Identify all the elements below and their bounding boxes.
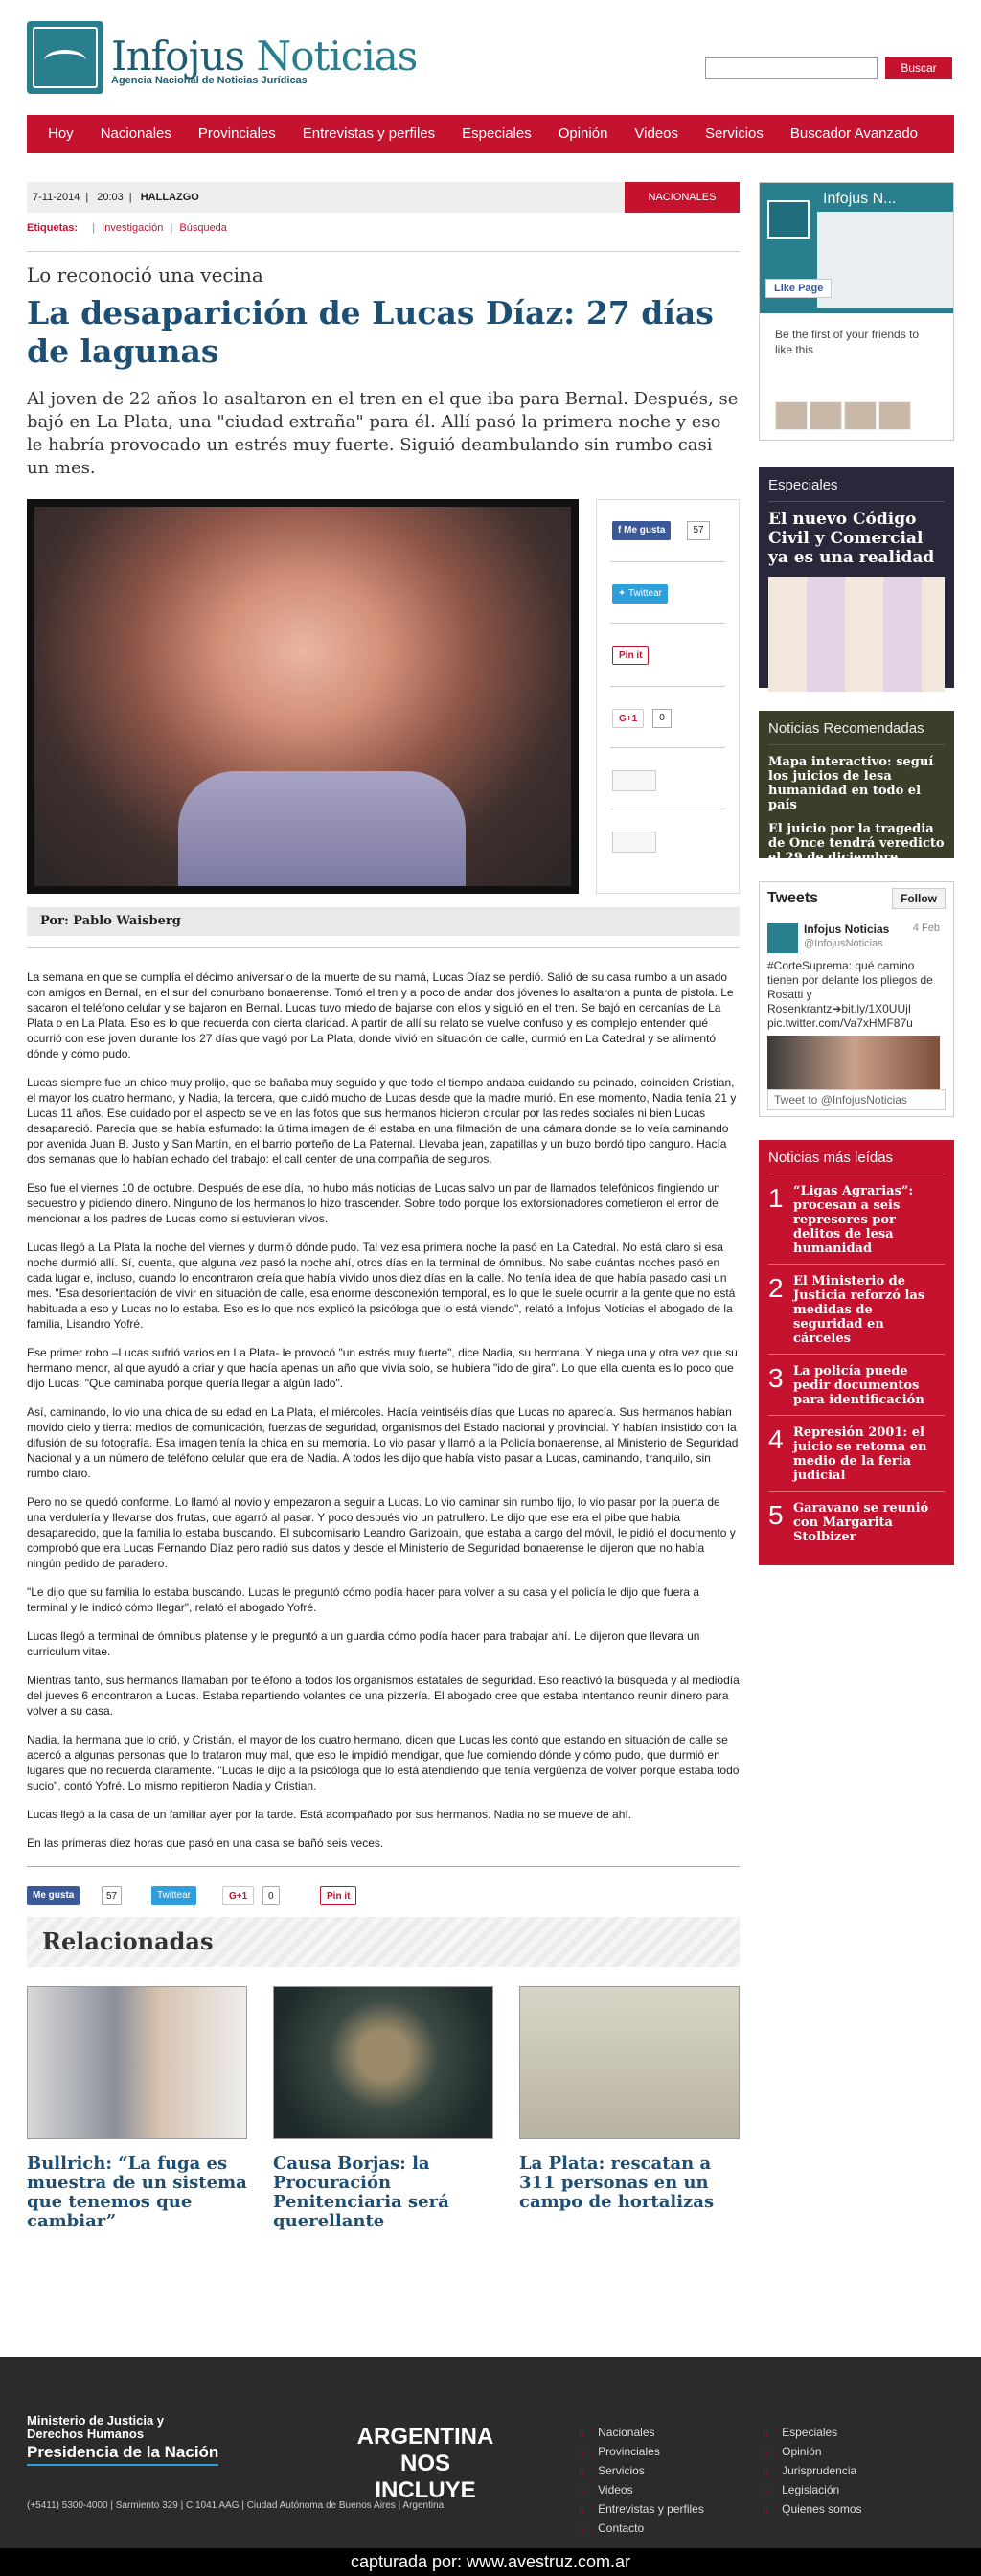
- related-title[interactable]: Bullrich: “La fuga es muestra de un sistema que tenemos que cambiar”: [27, 2154, 247, 2231]
- facebook-page-box: [759, 182, 954, 441]
- recomendadas-heading: Noticias Recomendadas: [768, 720, 945, 745]
- mas-leidas-item[interactable]: [768, 1274, 945, 1355]
- rank-number: 2: [768, 1273, 784, 1303]
- gplus-button[interactable]: G+1: [612, 709, 644, 728]
- like-count: 57: [687, 521, 710, 540]
- share-column: [596, 499, 740, 894]
- footer-link[interactable]: :: Legislación: [763, 2481, 862, 2500]
- footer-contact: (+5411) 5300-4000 | Sarmiento 329 | C 1041 AAG | Ciudad Autónoma de Buenos Aires | Argentina: [27, 2500, 445, 2511]
- footer-link[interactable]: :: Contacto: [579, 2519, 704, 2539]
- rank-number: 5: [768, 1500, 784, 1530]
- article-paragraph: Lucas siempre fue un chico muy prolijo, que se bañaba muy seguido y que todo el tiempo andaba cuidando su peinado, coinciden Cristian, el mayor los cuatro hermano, y Nadia, la tercera, que cuidó mucho de Lucas desde que la madre murió. En ese momento, Nadia tenía 21 y Lucas 11 años. Ese cuidado por el aspecto se ve en las fotos que sus hermanos hicieron circular por las redes sociales ni bien Lucas desapareció. Parecía que se había esfumado: la última imagen de él estaba en una filmación de una cámara donde se lo veía caminando por avenida Juan B. Justo y San Martín, en el barrio porteño de La Paternal. Llevaba jean, zapatillas y un buzo bordó tipo canguro. Hacía dos semanas que lo habían echado del trabajo: el call center de una compañía de seguros.: [27, 1076, 737, 1166]
- pinterest-button[interactable]: Pin it: [320, 1886, 356, 1905]
- article-body: [27, 969, 740, 1851]
- like-label: Me gusta: [624, 525, 666, 536]
- brand-part-a: Infojus: [111, 33, 245, 80]
- article-meta-bar: 7-11-2014 | 20:03 | HALLAZGO NACIONALES: [27, 182, 740, 213]
- facebook-like-button[interactable]: [612, 521, 671, 540]
- related-item[interactable]: [273, 1986, 493, 2231]
- tweet-text: #CorteSuprema: qué camino tienen por delante los pliegos de Rosatti y Rosenkrantz➔bit.ly/1X0UUjI pic.twitter.com/Va7xHMF87u: [767, 959, 933, 1030]
- gplus-button[interactable]: G+1: [222, 1886, 254, 1905]
- print-icon[interactable]: [612, 770, 656, 791]
- tweet-date[interactable]: 4 Feb: [912, 923, 940, 934]
- facebook-like-button[interactable]: Me gusta: [27, 1886, 80, 1905]
- argentina-nos-incluye-logo: ARGENTINA NOS INCLUYE: [356, 2424, 494, 2503]
- related-title[interactable]: La Plata: rescatan a 311 personas en un campo de hortalizas: [519, 2154, 715, 2212]
- footer-link[interactable]: :: Provinciales: [579, 2443, 704, 2462]
- footer-link[interactable]: :: Quienes somos: [763, 2500, 862, 2519]
- especiales-image[interactable]: [768, 577, 945, 692]
- brand-part-b: Noticias: [244, 33, 418, 80]
- twitter-follow-button[interactable]: Follow: [892, 888, 946, 909]
- divider: [27, 947, 740, 948]
- media-row: [27, 499, 740, 894]
- tweet-photo[interactable]: [767, 1036, 940, 1089]
- facebook-cover: [760, 183, 953, 313]
- facebook-friend-avatars: [775, 401, 913, 430]
- article-paragraph: Eso fue el viernes 10 de octubre. Después de ese día, no hubo más noticias de Lucas salvo un par de llamados telefónicos fingiendo un secuestro y pidiendo dinero. Ninguno de los hermanos lo hizo trascender. Sobre todo porque los extorsionadores cometieron el error de mencionar a los padres de Lucas como si estuvieran vivos.: [27, 1181, 720, 1225]
- article-time: 20:03: [97, 192, 124, 203]
- site-brand[interactable]: [111, 33, 417, 80]
- mas-leidas-heading: Noticias más leídas: [768, 1150, 945, 1174]
- search-input[interactable]: [705, 57, 878, 79]
- especiales-box: [759, 467, 954, 688]
- site-footer: [0, 2357, 981, 2548]
- related-item[interactable]: [27, 1986, 247, 2231]
- article-title: La desaparición de Lucas Díaz: 27 días de lagunas: [27, 294, 714, 370]
- nav-item-entrevistas[interactable]: Entrevistas y perfiles: [302, 125, 436, 142]
- mas-leidas-item[interactable]: [768, 1501, 945, 1552]
- footer-link[interactable]: :: Videos: [579, 2481, 704, 2500]
- capture-credit: capturada por: www.avestruz.com.ar: [0, 2548, 981, 2576]
- mas-leidas-item[interactable]: [768, 1364, 945, 1416]
- twitter-avatar[interactable]: [767, 923, 798, 953]
- recomendadas-box: [759, 711, 954, 865]
- facebook-page-title[interactable]: Infojus N...: [823, 191, 897, 207]
- recomendada-link[interactable]: Mapa interactivo: seguí los juicios de lesa humanidad en todo el país: [768, 755, 934, 812]
- footer-link[interactable]: :: Nacionales: [579, 2424, 704, 2443]
- nav-item-hoy[interactable]: Hoy: [48, 125, 74, 142]
- footer-link[interactable]: :: Servicios: [579, 2462, 704, 2481]
- nav-item-servicios[interactable]: Servicios: [705, 125, 764, 142]
- divider: [27, 251, 740, 252]
- article-paragraph: La semana en que se cumplía el décimo aniversario de la muerte de su mamá, Lucas Díaz se perdió. Salió de su casa rumbo a un asado con amigos en Bernal, en el sur del conurbano bonaerense. Tomó el tren y a poco de andar dos jóvenes lo asaltaron a punta de pistola. Le sacaron el teléfono celular y se bajaron en Bernal. Lucas tuvo miedo de bajarse con ellos y siguió en el tren. Se bajó en cercanías de La Plata o en La Plata. Eso es lo que recuerda con cierta claridad. A partir de allí su relato se vuelve confuso y es complejo entender qué ocurrió con ese joven durante los 27 días que vagó por La Plata, donde vivió en situación de calle, durmió en La Catedral y se alimentó dónde y cómo pudo.: [27, 970, 734, 1060]
- bottom-share-row: [27, 1867, 740, 1911]
- article-paragraph: Mientras tanto, sus hermanos llamaban por teléfono a todos los organismos estatales de seguridad. Eso reactivó la búsqueda y al mediodía del jueves 6 encontraron a Lucas. Estaba repartiendo volantes de una pizzería. El abogado cree que estaba intentando reunir dinero para volver a su casa.: [27, 1674, 740, 1718]
- infojus-logo: [767, 200, 810, 239]
- article-column: [27, 182, 740, 2231]
- footer-link[interactable]: :: Jurisprudencia: [763, 2462, 862, 2481]
- mas-leidas-title[interactable]: La policía puede pedir documentos para identificación: [793, 1364, 924, 1407]
- footer-link[interactable]: :: Especiales: [763, 2424, 862, 2443]
- tweet-button[interactable]: [612, 584, 668, 604]
- rank-number: 1: [768, 1183, 784, 1213]
- nav-item-especiales[interactable]: Especiales: [462, 125, 532, 142]
- gplus-count: 0: [262, 1886, 280, 1905]
- tweets-heading: Tweets: [767, 890, 819, 906]
- gplus-count: 0: [652, 709, 672, 728]
- facebook-icon: f: [618, 525, 625, 536]
- site-tagline: Agencia Nacional de Noticias Jurídicas: [111, 75, 308, 86]
- nav-item-provinciales[interactable]: Provinciales: [197, 125, 276, 142]
- article-kicker: HALLAZGO: [140, 192, 199, 203]
- twitter-widget: [759, 881, 954, 1117]
- nav-item-opinion[interactable]: Opinión: [558, 125, 608, 142]
- tweet-input[interactable]: Tweet to @InfojusNoticias: [767, 1089, 946, 1110]
- tags-label: Etiquetas:: [27, 222, 79, 234]
- article-date: 7-11-2014: [33, 192, 80, 203]
- pinterest-button[interactable]: Pin it: [612, 646, 649, 665]
- mas-leidas-title[interactable]: Represión 2001: el juicio se retoma en medio de la feria judicial: [793, 1425, 927, 1483]
- article-paragraph: "Le dijo que su familia lo estaba buscando. Lucas le preguntó cómo podía hacer para volver a su casa y el policía le dijo que fuera a terminal y le indicó cómo llegar", relató el abogado Yofré.: [27, 1585, 700, 1614]
- article-byline: Por: Pablo Waisberg: [27, 907, 740, 936]
- related-item[interactable]: [519, 1986, 740, 2231]
- article-paragraph: Lucas llegó a la casa de un familiar ayer por la tarde. Está acompañado por sus hermanos. Nadia no se mueve de ahí.: [27, 1808, 632, 1821]
- related-image[interactable]: [519, 1986, 740, 2139]
- article-lead: Al joven de 22 años lo asaltaron en el tren en el que iba para Bernal. Después, se bajó en La Plata, una "ciudad extraña" para él. Allí pasó la primera noche y eso le habría provocado un estrés muy fuerte. Siguió deambulando sin rumbo casi un mes.: [27, 389, 739, 478]
- site-header: [0, 0, 981, 110]
- search-button[interactable]: Buscar: [885, 57, 952, 79]
- article-paragraph: Ese primer robo –Lucas sufrió varios en La Plata- le provocó "un estrés muy fuerte", dice Nadia, su hermana. Y niega una y otra vez que su hermano menor, al que ayudó a criar y que hacía apenas un año que vivía solo, se hubiera "ido de gira". Lo que ella cuenta es lo poco que dijo Lucas: "Que caminaba porque quería llegar a algún lado".: [27, 1346, 738, 1390]
- like-count: 57: [102, 1886, 122, 1905]
- nav-item-nacionales[interactable]: Nacionales: [100, 125, 171, 142]
- tweet-label: Twittear: [627, 588, 662, 599]
- facebook-friends-text: Be the first of your friends to like this: [775, 328, 920, 356]
- mas-leidas-title[interactable]: El Ministerio de Justicia reforzó las medidas de seguridad en cárceles: [793, 1274, 925, 1346]
- recomendada-link[interactable]: El juicio por la tragedia de Once tendrá veredicto el 29 de diciembre: [768, 822, 945, 865]
- mail-icon[interactable]: [612, 832, 656, 853]
- facebook-like-page-button[interactable]: Like Page: [765, 279, 832, 298]
- footer-links-1: [579, 2424, 704, 2539]
- section-badge[interactable]: NACIONALES: [625, 182, 740, 213]
- related-image[interactable]: [27, 1986, 247, 2139]
- tweet-handle[interactable]: @InfojusNoticias: [804, 938, 883, 949]
- rank-number: 4: [768, 1425, 784, 1454]
- ministry-name: Ministerio de Justicia y Derechos Humanos: [27, 2413, 165, 2441]
- tweet-author[interactable]: Infojus Noticias: [804, 923, 890, 936]
- footer-link[interactable]: :: Entrevistas y perfiles: [579, 2500, 704, 2519]
- main-nav: [27, 115, 954, 153]
- book-icon: [44, 50, 86, 71]
- article-paragraph: Lucas llegó a terminal de ómnibus platense y le preguntó a un guardia cómo podía hacer para trabajar ahí. Le dijeron que llevara un curriculum vitae.: [27, 1630, 700, 1658]
- tags-row: Etiquetas: | Investigación | Búsqueda: [27, 222, 227, 234]
- article-paragraph: Así, caminando, lo vio una chica de su edad en La Plata, el miércoles. Hacía veintiséis días que Lucas no aparecía. Sus hermanos habían movido cielo y tierra: medios de comunicación, fuerzas de seguridad, organismos del Estado nacional y provincial. Y habían insistido con la difusión de su fotografía. Esa imagen tenía la chica en su memoria. Lo vio pasar y llamó a la Policía bonaerense, al Ministerio de Seguridad Nacional y a un número de teléfono celular que era de Nadia. A todos les dijo que había visto pasar a Lucas, caminando, tranquilo, sin rumbo claro.: [27, 1405, 739, 1480]
- related-list: [27, 1986, 740, 2231]
- related-title[interactable]: Causa Borjas: la Procuración Penitenciaria será querellante: [273, 2154, 449, 2231]
- footer-links-2: [763, 2424, 862, 2519]
- related-heading: Relacionadas: [27, 1917, 740, 1967]
- article-paragraph: Nadia, la hermana que lo crió, y Cristián, el mayor de los cuatro hermano, dicen que Lucas les contó que estando en situación de calle se acercó a algunas personas que lo trataron muy mal, que eso le impidió mendigar, que fue comiendo dónde y cómo pudo, que durmió en lugares que no recuerda claramente. "Lucas le dijo a la psicóloga que lo está atendiendo que tenía vergüenza de volver porque estaba todo sucio", contó Yofré. Lo mismo repitieron Nadia y Cristian.: [27, 1733, 740, 1792]
- especiales-heading: Especiales: [768, 477, 945, 502]
- tag-link-busqueda[interactable]: Búsqueda: [179, 222, 227, 234]
- article-paragraph: En las primeras diez horas que pasó en una casa se bañó seis veces.: [27, 1836, 384, 1850]
- mas-leidas-title[interactable]: Garavano se reunió con Margarita Stolbizer: [793, 1501, 929, 1544]
- nav-item-buscador[interactable]: Buscador Avanzado: [789, 125, 919, 142]
- rank-number: 3: [768, 1363, 784, 1393]
- mas-leidas-box: [759, 1140, 954, 1565]
- footer-link[interactable]: :: Opinión: [763, 2443, 862, 2462]
- presidencia-logo[interactable]: Presidencia de la Nación: [27, 2443, 218, 2466]
- article-overline: Lo reconoció una vecina: [27, 263, 263, 286]
- article-paragraph: Pero no se quedó conforme. Lo llamó al novio y empezaron a seguir a Lucas. Lo vio caminar sin rumbo fijo, lo vio pasar por la puerta de una verdulería y llevarse dos frutas, que agarró al pasar. Y poco después vio un patrullero. Le dijo que ese era el pibe que había desaparecido, que la familia lo estaba buscando. El subcomisario Leandro Garizoain, que estaba a cargo del móvil, le pidió el documento y comprobó que era Lucas Fernando Díaz pero radió sus datos y desde el Ministerio de Seguridad bonaerense le dijeron que no había ningún pedido de paradero.: [27, 1495, 736, 1570]
- nav-item-videos[interactable]: Videos: [634, 125, 679, 142]
- mas-leidas-item[interactable]: [768, 1425, 945, 1492]
- related-image[interactable]: [273, 1986, 493, 2139]
- tag-link-investigacion[interactable]: Investigación: [102, 222, 164, 234]
- twitter-icon: ✦: [618, 588, 628, 599]
- mas-leidas-title[interactable]: “Ligas Agrarias”: procesan a seis represores por delitos de lesa humanidad: [793, 1184, 914, 1256]
- tweet-button[interactable]: Twittear: [151, 1886, 196, 1905]
- sidebar: [759, 182, 954, 1565]
- article-paragraph: Lucas llegó a La Plata la noche del viernes y durmió dónde pudo. Tal vez esa primera noche la pasó en La Catedral. No está claro si esa noche durmió allí. Sí, cuenta, que alguna vez pasó la noche ahí, otros días en la terminal de ómnibus. No sabe cuántas noches pasó en cada lugar e, incluso, cuando lo encontraron creía que había vivido unos diez días en la calle. No tenía idea de que había pasado casi un mes. "Esa desorientación de vivir en situación de calle, esa enorme desconexión temporal, es lo que le suele ocurrir a la gente que no está habituada a eso y Lucas no lo estaba. Eso es lo que nos explicó la psicóloga que lo está viendo", relató a Infojus Noticias el abogado de la familia, Lisandro Yofré.: [27, 1241, 736, 1331]
- infojus-logo[interactable]: [27, 21, 103, 94]
- article-photo: [27, 499, 579, 894]
- mas-leidas-item[interactable]: [768, 1184, 945, 1265]
- especiales-title[interactable]: El nuevo Código Civil y Comercial ya es una realidad: [768, 510, 935, 567]
